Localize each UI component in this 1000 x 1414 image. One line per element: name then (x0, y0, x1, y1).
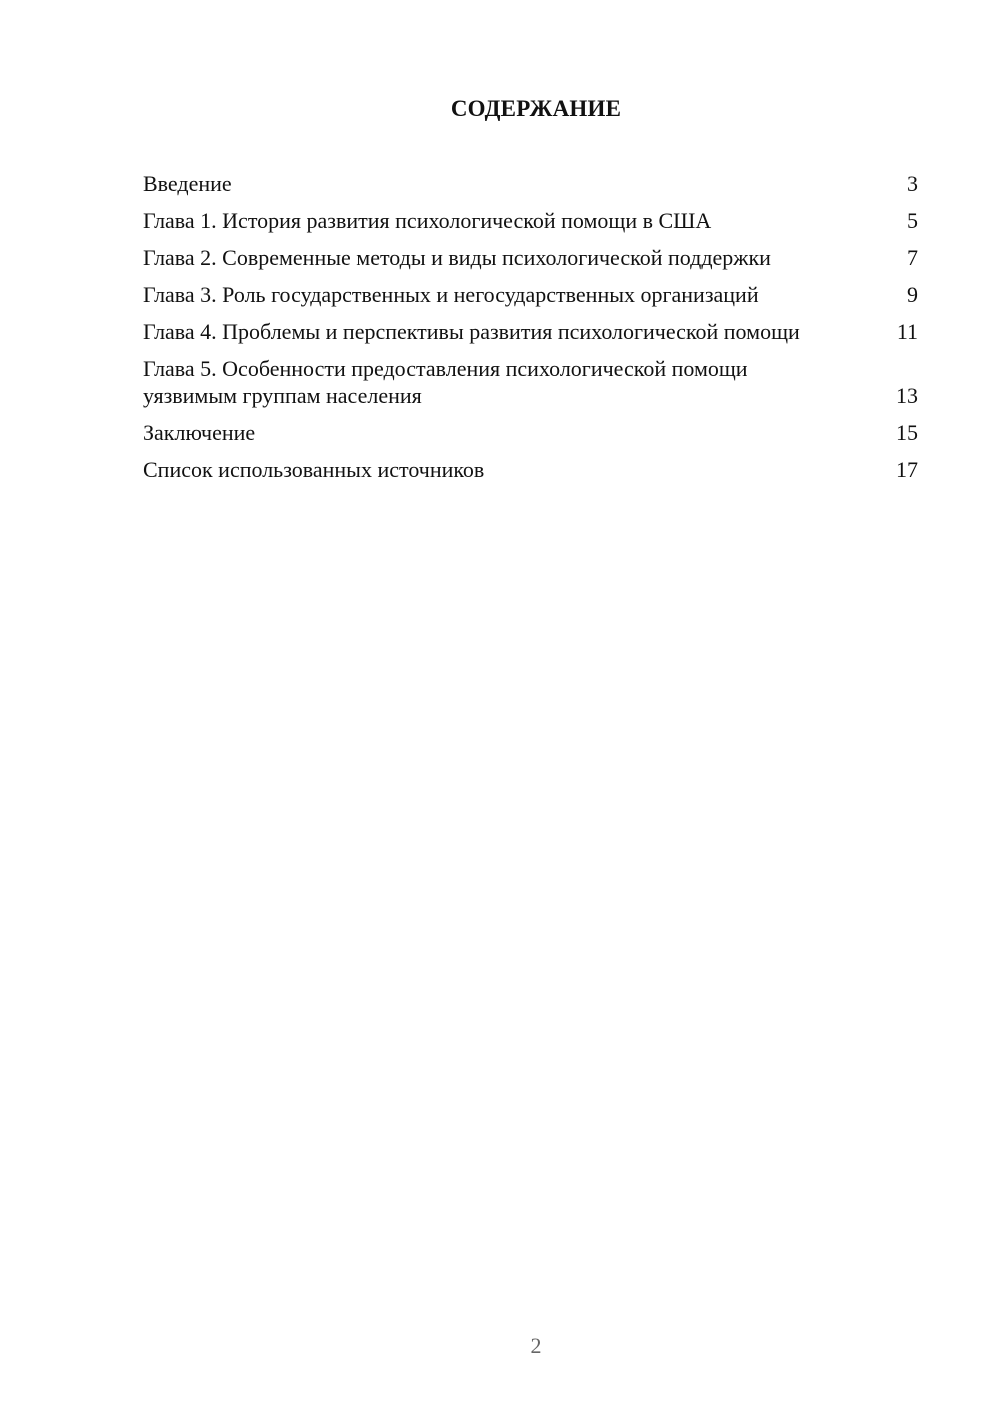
toc-item-label: Введение (143, 171, 232, 196)
toc-item-page: 17 (896, 457, 918, 482)
toc-item (143, 318, 918, 345)
toc-item (143, 170, 918, 197)
toc-item-label: Глава 5. Особенности предоставления психологической помощи уязвимым группам населения (143, 356, 748, 408)
toc-item (143, 355, 918, 409)
toc-item-label: Глава 3. Роль государственных и негосударственных организаций (143, 282, 759, 307)
toc-list (143, 170, 918, 493)
toc-item (143, 419, 918, 446)
toc-item (143, 244, 918, 271)
toc-item-page: 5 (907, 208, 918, 233)
toc-item-page: 3 (907, 171, 918, 196)
toc-item (143, 456, 918, 483)
toc-item-page: 7 (907, 245, 918, 270)
toc-item-page: 9 (907, 282, 918, 307)
toc-title: СОДЕРЖАНИЕ (450, 96, 622, 121)
toc-item (143, 281, 918, 308)
toc-item-label: Глава 4. Проблемы и перспективы развития психологической помощи (143, 319, 800, 344)
toc-item-label: Глава 1. История развития психологической помощи в США (143, 208, 712, 233)
toc-item-page: 13 (896, 383, 918, 408)
toc-item-label: Заключение (143, 420, 256, 445)
toc-item-page: 11 (896, 319, 918, 344)
toc-item-page: 15 (896, 420, 918, 445)
toc-item-label: Глава 2. Современные методы и виды психологической поддержки (143, 245, 771, 270)
toc-item-label: Список использованных источников (143, 457, 485, 482)
page-number: 2 (530, 1333, 542, 1358)
toc-item (143, 207, 918, 234)
